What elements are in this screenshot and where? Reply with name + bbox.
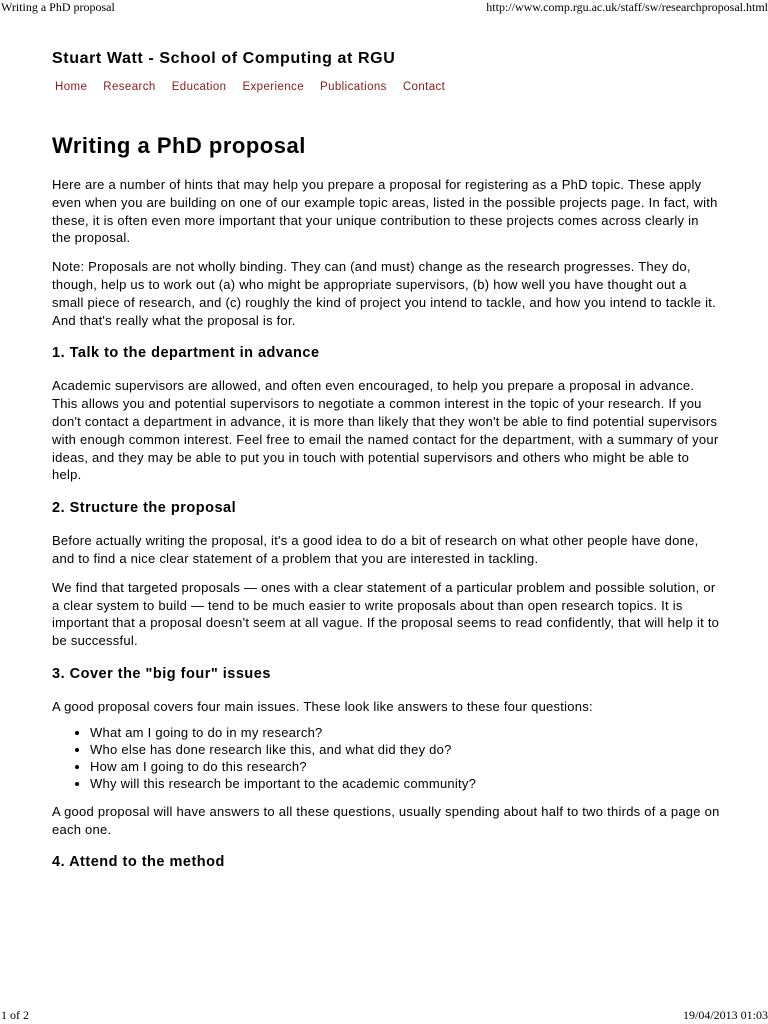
nav-link-contact[interactable]: Contact (402, 81, 446, 93)
section-heading-1: 1. Talk to the department in advance (52, 345, 320, 362)
section-3-lead: A good proposal covers four main issues. These look like answers to these four questions: (52, 698, 593, 714)
print-datetime: 19/04/2013 01:03 (682, 1008, 768, 1022)
print-header (0, 0, 768, 16)
section-2-paragraph-2: We find that targeted proposals — ones with a clear statement of a particular problem and possible solution, or a clear system to build — tend to be much easier to write proposals about than open research topics. It is important that a proposal doesn't seem at all vague. If the proposal seems to read confidently, that will help it to be successful. (52, 579, 720, 649)
list-item: • Who else has done research like this, and what did they do? (90, 741, 720, 758)
section-3-closing: A good proposal will have answers to all these questions, usually spending about half to two thirds of a page on each one. (52, 803, 720, 837)
nav-link-home[interactable]: Home (55, 81, 88, 93)
list-item: • How am I going to do this research? (90, 758, 720, 775)
page-title: Writing a PhD proposal (52, 133, 306, 158)
main-nav (52, 80, 720, 94)
section-heading-4: 4. Attend to the method (52, 854, 225, 871)
nav-link-research[interactable]: Research (103, 81, 156, 93)
note-paragraph: Note: Proposals are not wholly binding. They can (and must) change as the research progresses. They do, though, help us to work out (a) who might be appropriate supervisors, (b) how well you have thought out a small piece of research, and (c) roughly the kind of project you intend to tackle, and how you intend to tackle it. And that's really what the proposal is for. (52, 259, 716, 328)
print-page-url: http://www.comp.rgu.ac.uk/staff/sw/researchproposal.html (486, 0, 768, 14)
list-item: • Why will this research be important to the academic community? (90, 775, 720, 792)
section-2-paragraph-1: Before actually writing the proposal, it's a good idea to do a bit of research on what other people have done, and to find a nice clear statement of a problem that you are interested in tackling. (52, 533, 699, 566)
print-page-title: Writing a PhD proposal (1, 0, 115, 14)
nav-link-publications[interactable]: Publications (320, 81, 387, 93)
intro-paragraph: Here are a number of hints that may help you prepare a proposal for registering as a PhD topic. These apply even when you are building on one of our example topic areas, listed in the possible projects page. In fact, with these, it is often even more important that your unique contribution to these projects comes across clearly in the proposal. (52, 177, 718, 246)
page-content (52, 48, 720, 872)
nav-link-education[interactable]: Education (171, 81, 227, 93)
nav-link-experience[interactable]: Experience (242, 81, 304, 93)
big-four-questions-list (52, 724, 720, 792)
section-heading-2: 2. Structure the proposal (52, 500, 237, 517)
site-title: Stuart Watt - School of Computing at RGU (52, 50, 396, 67)
print-footer (0, 1008, 768, 1024)
print-page-number: 1 of 2 (1, 1008, 29, 1022)
section-1-paragraph: Academic supervisors are allowed, and often even encouraged, to help you prepare a proposal in advance. This allows you and potential supervisors to negotiate a common interest in the topic of your research. If you don't contact a department in advance, it is more than likely that they won't be able to find potential supervisors with enough common interest. Feel free to email the named contact for the department, with a summary of your ideas, and they may be able to put you in touch with potential supervisors and others who might be able to help. (52, 378, 719, 483)
list-item: • What am I going to do in my research? (90, 724, 720, 741)
section-heading-3: 3. Cover the "big four" issues (52, 665, 271, 682)
